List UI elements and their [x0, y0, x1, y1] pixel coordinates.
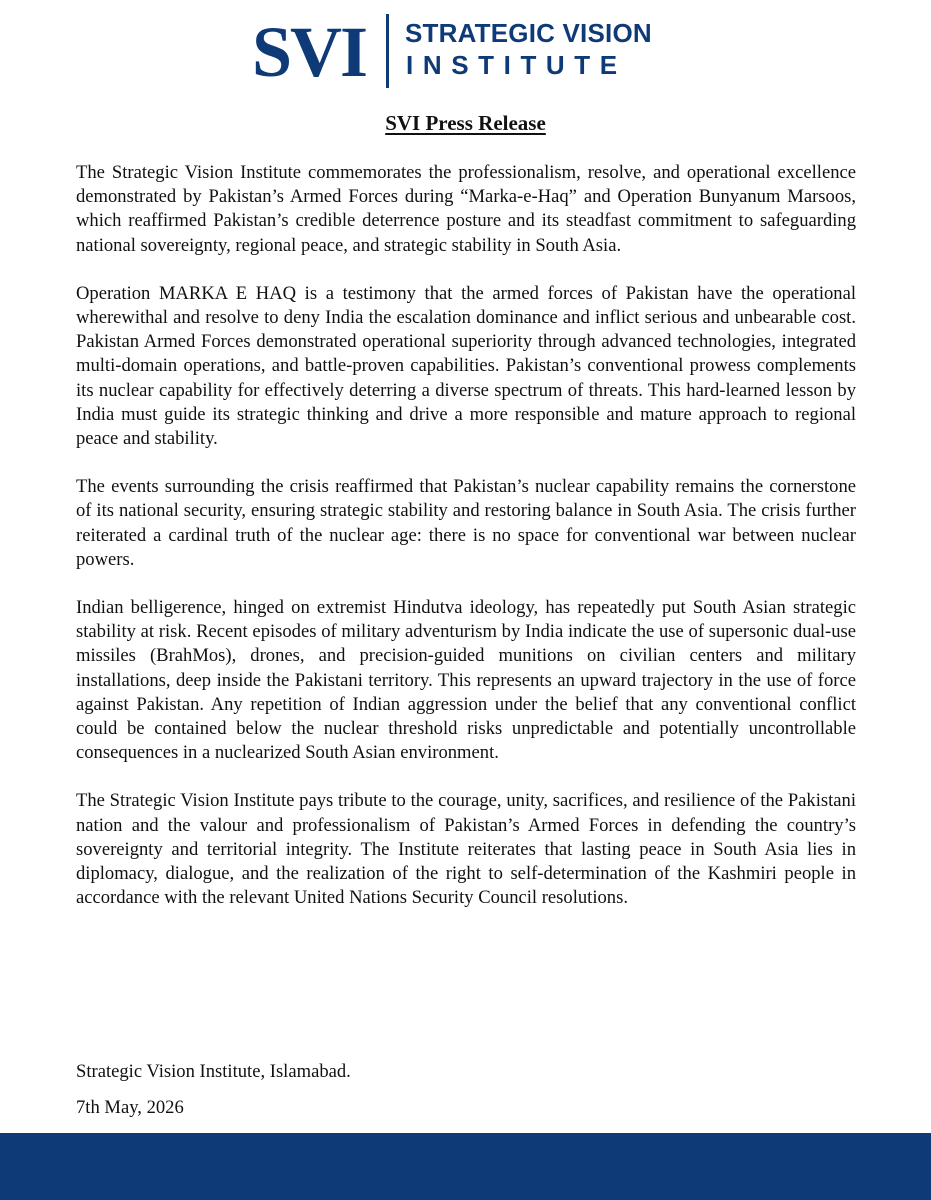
paragraph-1: The Strategic Vision Institute commemorates the professionalism, resolve, and operational excellence demonstrated by Pakistan’s Armed Forces during “Marka-e-Haq” and Operation Bunyanum Marsoos, which reaffirmed Pakistan’s credible deterrence posture and its steadfast commitment to safeguarding national sovereignty, regional peace, and strategic stability in South Asia. [76, 162, 856, 256]
paragraph-2: Operation MARKA E HAQ is a testimony that the armed forces of Pakistan have the operational wherewithal and resolve to deny India the escalation dominance and inflict serious and unbearable cost. Pakistan Armed Forces demonstrated operational superiority through advanced technologies, integrated multi-domain operations, and battle-proven capabilities. Pakistan’s conventional prowess complements its nuclear capability for effectively deterring a diverse spectrum of threats. This hard-learned lesson by India must guide its strategic thinking and drive a more responsible and mature approach to regional peace and stability. [76, 282, 856, 450]
logo-divider [386, 14, 389, 88]
footer-bar [0, 1133, 931, 1200]
paragraph-4: Indian belligerence, hinged on extremist Hindutva ideology, has repeatedly put South Asian strategic stability at risk. Recent episodes of military adventurism by India indicate the use of supersonic dual-use missiles (BrahMos), drones, and precision-guided munitions on civilian centers and military installations, deep inside the Pakistani territory. This represents an upward trajectory in the use of force against Pakistan. Any repetition of Indian aggression under the belief that any conventional conflict could be contained below the nuclear threshold risks unpredictable and potentially uncontrollable consequences in a nuclearized South Asian environment. [76, 597, 856, 764]
paragraph-5: The Strategic Vision Institute pays tribute to the courage, unity, sacrifices, and resilience of the Pakistani nation and the valour and professionalism of Pakistan’s Armed Forces in defending the country’s sovereignty and territorial integrity. The Institute reiterates that lasting peace in South Asia lies in diplomacy, dialogue, and the realization of the right to self-determination of the Kashmiri people in accordance with the relevant United Nations Security Council resolutions. [76, 790, 856, 909]
logo-name-line2: INSTITUTE [406, 50, 627, 80]
letterhead [0, 0, 931, 100]
document-title: SVI Press Release [385, 111, 546, 135]
paragraph-3: The events surrounding the crisis reaffirmed that Pakistan’s nuclear capability remains the cornerstone of its national security, ensuring strategic stability and restoring balance in South Asia. The crisis further reiterated a cardinal truth of the nuclear age: there is no space for conventional war between nuclear powers. [76, 476, 856, 570]
release-date: 7th May, 2026 [76, 1097, 184, 1118]
logo-abbreviation: SVI [252, 12, 367, 92]
document-body [76, 161, 856, 934]
signoff: Strategic Vision Institute, Islamabad. [76, 1061, 351, 1082]
logo-name-line1: STRATEGIC VISION [405, 18, 652, 48]
